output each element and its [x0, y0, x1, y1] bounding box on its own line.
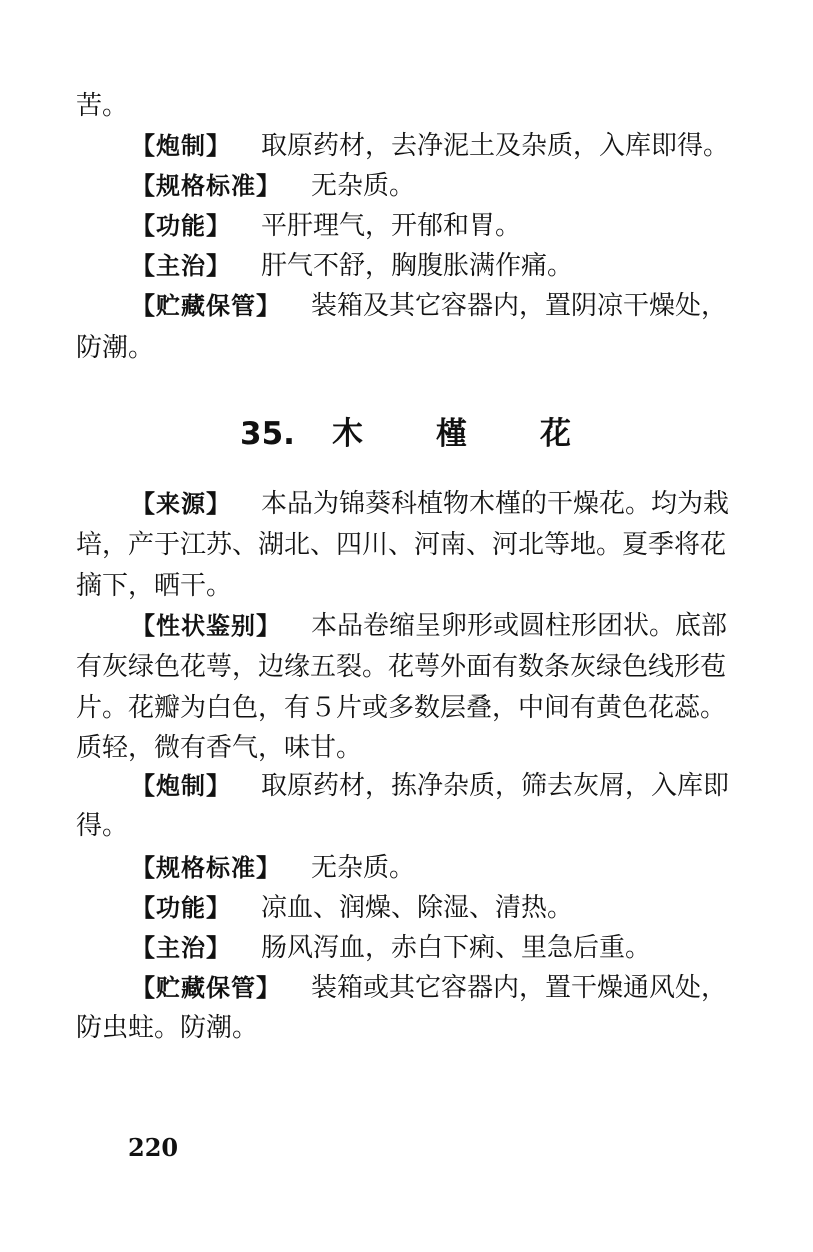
identification-line-3: 片。花瓣为白色，有５片或多数层叠，中间有黄色花蕊。	[76, 693, 727, 723]
prev-specification-label: 【规格标准】	[131, 172, 281, 200]
prev-indication-text: 肝气不舒，胸腹胀满作痛。	[261, 251, 574, 281]
prev-indication-label: 【主治】	[131, 252, 231, 280]
storage-label: 【贮藏保管】	[131, 974, 281, 1002]
identification-line-2: 有灰绿色花萼，边缘五裂。花萼外面有数条灰绿色线形苞	[76, 652, 727, 682]
prev-storage-text: 装箱及其它容器内，置阴凉干燥处，	[311, 291, 728, 321]
specification-label: 【规格标准】	[131, 854, 281, 882]
prev-storage	[131, 286, 727, 326]
entry-heading	[240, 412, 571, 456]
storage-line-1: 【贮藏保管】 装箱或其它容器内，置干燥通风处，	[131, 973, 728, 1003]
prev-storage-cont: 防潮。	[76, 333, 155, 363]
source-line-3: 摘下，晒干。	[76, 571, 233, 601]
prev-function	[131, 206, 521, 246]
prev-specification	[131, 166, 415, 206]
prev-continued-text: 苦。	[76, 91, 129, 121]
entry-title-char-1: 木	[332, 416, 363, 452]
function: 【功能】 凉血、润燥、除湿、清热。	[131, 893, 574, 923]
processing-line-2: 得。	[76, 811, 129, 841]
prev-function-label: 【功能】	[131, 212, 231, 240]
source-line-1: 【来源】 本品为锦葵科植物木槿的干燥花。均为栽	[131, 489, 730, 519]
specification: 【规格标准】 无杂质。	[131, 853, 416, 883]
storage-line-2: 防虫蛀。防潮。	[76, 1013, 259, 1043]
identification-line-1: 【性状鉴别】 本品卷缩呈卵形或圆柱形团状。底部	[131, 611, 728, 641]
source-line-2: 培，产于江苏、湖北、四川、河南、河北等地。夏季将花	[76, 530, 727, 560]
prev-processing-label: 【炮制】	[131, 132, 231, 160]
entry-number: 35.	[240, 416, 295, 452]
processing-line-1: 【炮制】 取原药材，拣净杂质，筛去灰屑，入库即	[131, 771, 730, 801]
processing-label: 【炮制】	[131, 772, 231, 800]
source-label: 【来源】	[131, 490, 231, 518]
indication: 【主治】 肠风泻血，赤白下痢、里急后重。	[131, 933, 652, 963]
prev-function-text: 平肝理气，开郁和胃。	[261, 211, 522, 241]
function-label: 【功能】	[131, 894, 231, 922]
identification-line-4: 质轻，微有香气，味甘。	[76, 733, 363, 763]
prev-processing	[131, 126, 729, 166]
identification-label: 【性状鉴别】	[131, 612, 281, 640]
indication-label: 【主治】	[131, 934, 231, 962]
prev-processing-text: 取原药材，去净泥土及杂质，入库即得。	[261, 131, 730, 161]
page-number: 220	[128, 1133, 179, 1162]
prev-specification-text: 无杂质。	[311, 171, 416, 201]
prev-storage-label: 【贮藏保管】	[131, 292, 281, 320]
entry-title-char-2: 槿	[436, 416, 467, 452]
prev-indication	[131, 246, 573, 286]
entry-title-char-3: 花	[540, 416, 571, 452]
